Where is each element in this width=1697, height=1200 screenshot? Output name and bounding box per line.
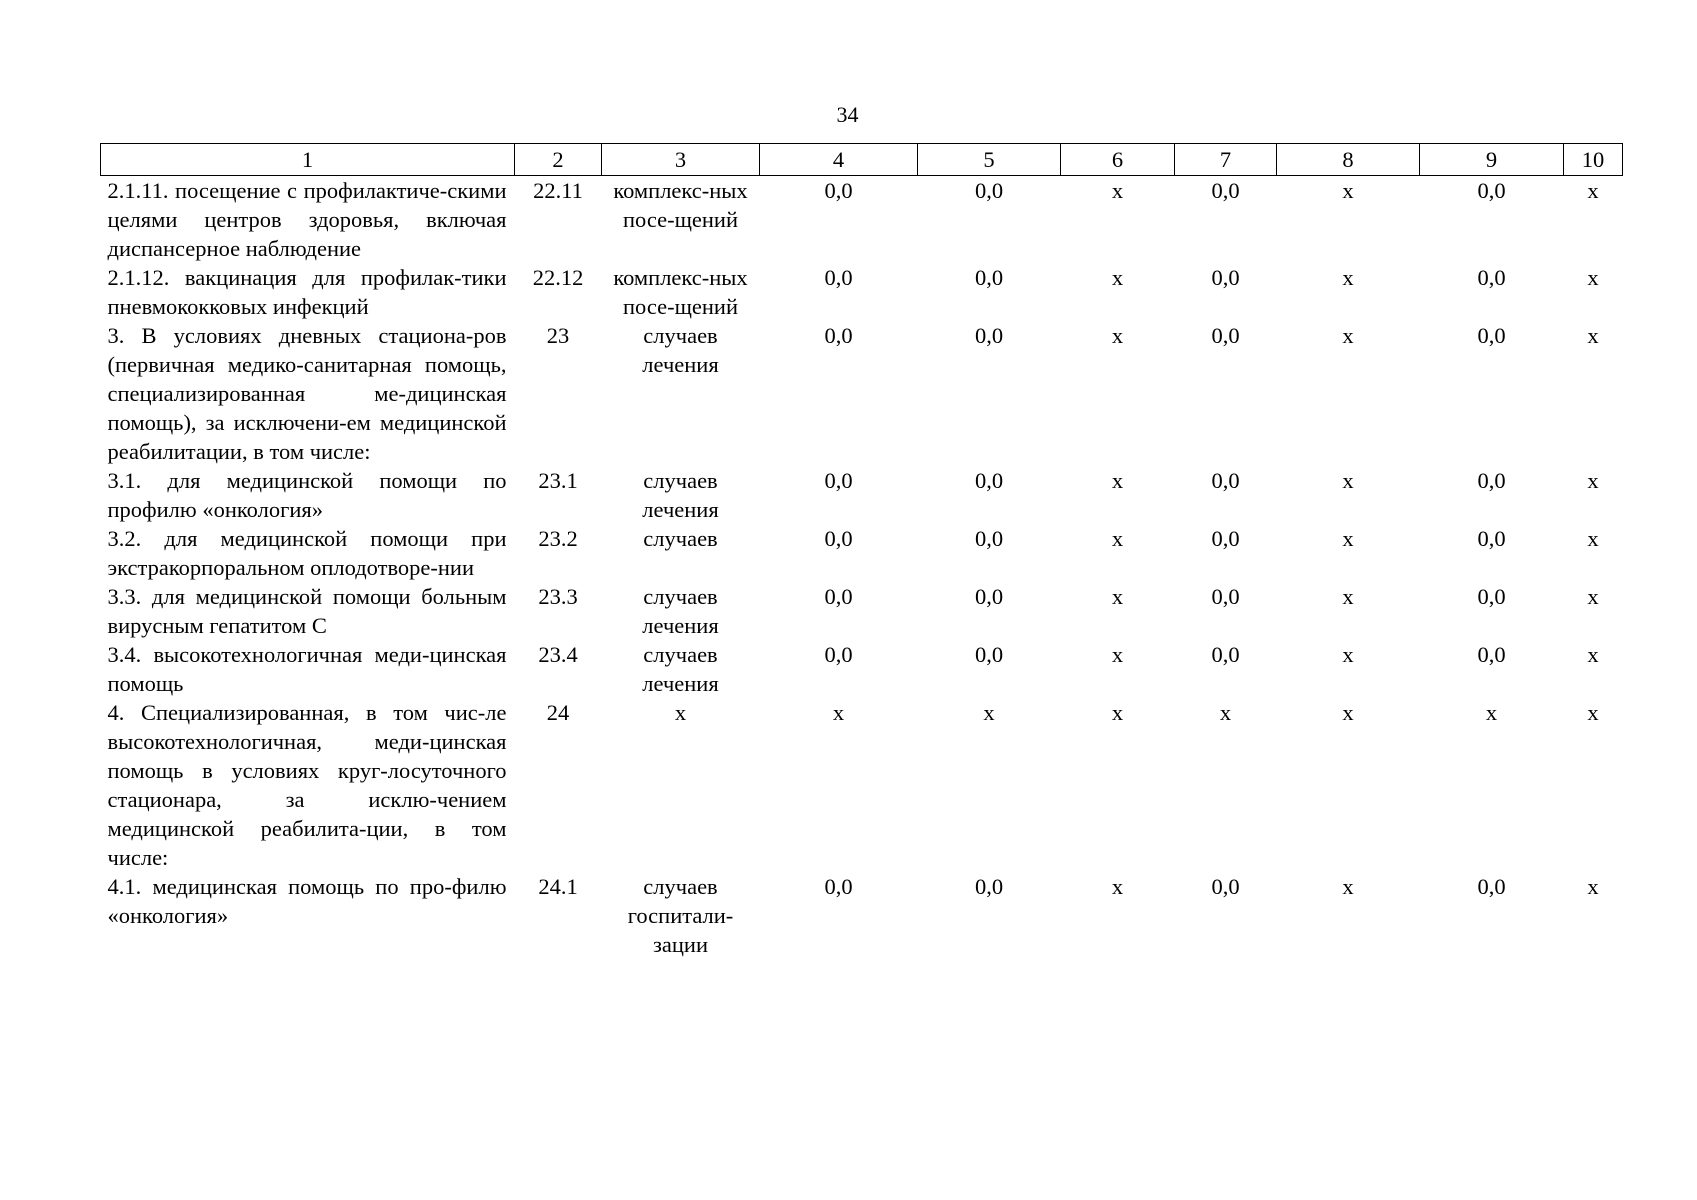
column-header-1: 1	[101, 144, 515, 176]
col5-cell: 0,0	[974, 526, 1004, 551]
row-unit-cell: случаев лечения	[642, 642, 719, 696]
row-unit-cell: случаев лечения	[642, 584, 719, 638]
row-unit-cell: случаев лечения	[642, 323, 719, 377]
row-code-cell: 24	[546, 700, 570, 725]
col4-cell: 0,0	[824, 323, 853, 348]
row-code-cell: 23.3	[538, 584, 578, 609]
column-header-5: 5	[918, 144, 1061, 176]
row-name-cell: 3.1. для медицинской помощи по профилю «онкология»	[107, 468, 507, 522]
col9-cell: 0,0	[1477, 178, 1506, 203]
row-code-cell: 23.4	[538, 642, 578, 667]
row-unit-cell: х	[674, 700, 687, 725]
col7-cell: 0,0	[1211, 584, 1240, 609]
col10-cell: х	[1587, 265, 1599, 290]
table-row	[101, 176, 1623, 264]
column-header-8: 8	[1277, 144, 1420, 176]
col6-cell: х	[1111, 265, 1124, 290]
column-header-6: 6	[1061, 144, 1175, 176]
col6-cell: х	[1111, 700, 1124, 725]
col8-cell: х	[1342, 700, 1354, 725]
row-code-cell: 23.1	[538, 468, 578, 493]
col7-cell: 0,0	[1211, 526, 1240, 551]
row-unit-cell: комплекс-ных посе-щений	[613, 265, 748, 319]
table-body	[101, 176, 1623, 960]
header-row	[101, 144, 1623, 176]
col6-cell: х	[1111, 526, 1124, 551]
col6-cell: х	[1111, 178, 1124, 203]
col8-cell: х	[1342, 265, 1354, 290]
col9-cell: 0,0	[1477, 265, 1506, 290]
row-name-cell: 4. Специализированная, в том чис-ле высокотехнологичная, меди-цинская помощь в условиях круг-лосуточного стационара, за исклю-чением медицинской реабилита-ции, в том числе:	[107, 700, 507, 870]
col10-cell: х	[1587, 874, 1599, 899]
col7-cell: х	[1219, 700, 1232, 725]
col5-cell: 0,0	[974, 323, 1004, 348]
column-header-2: 2	[515, 144, 602, 176]
table-row	[101, 263, 1623, 321]
row-name-cell: 3. В условиях дневных стациона-ров (первичная медико-санитарная помощь, специализированная ме-дицинская помощь), за исключени-ем медицинской реабилитации, в том числе:	[107, 323, 507, 464]
col4-cell: 0,0	[824, 526, 853, 551]
row-unit-cell: случаев лечения	[642, 468, 719, 522]
col10-cell: х	[1587, 526, 1599, 551]
col9-cell: 0,0	[1477, 584, 1506, 609]
table-row	[101, 466, 1623, 524]
col10-cell: х	[1587, 700, 1599, 725]
col7-cell: 0,0	[1211, 323, 1240, 348]
col7-cell: 0,0	[1211, 178, 1240, 203]
col7-cell: 0,0	[1211, 874, 1240, 899]
data-table	[100, 143, 1623, 959]
table-header	[101, 144, 1623, 176]
col6-cell: х	[1111, 468, 1124, 493]
col4-cell: 0,0	[824, 265, 853, 290]
col8-cell: х	[1342, 642, 1354, 667]
row-code-cell: 22.12	[532, 265, 584, 290]
table-row	[101, 872, 1623, 959]
table-row	[101, 582, 1623, 640]
column-header-3: 3	[602, 144, 760, 176]
col5-cell: 0,0	[974, 178, 1004, 203]
col6-cell: х	[1111, 874, 1124, 899]
table-row	[101, 524, 1623, 582]
col5-cell: 0,0	[974, 874, 1004, 899]
column-header-7: 7	[1175, 144, 1277, 176]
col6-cell: х	[1111, 584, 1124, 609]
col9-cell: х	[1485, 700, 1498, 725]
row-name-cell: 3.3. для медицинской помощи больным вирусным гепатитом С	[107, 584, 507, 638]
row-unit-cell: комплекс-ных посе-щений	[613, 178, 748, 232]
col9-cell: 0,0	[1477, 323, 1506, 348]
col8-cell: х	[1342, 874, 1354, 899]
table-row	[101, 321, 1623, 466]
col4-cell: 0,0	[824, 468, 853, 493]
col4-cell: х	[832, 700, 845, 725]
row-name-cell: 3.4. высокотехнологичная меди-цинская помощь	[107, 642, 507, 696]
row-code-cell: 22.11	[533, 178, 583, 203]
col10-cell: х	[1587, 323, 1599, 348]
col5-cell: 0,0	[974, 468, 1004, 493]
col6-cell: х	[1111, 323, 1124, 348]
row-code-cell: 24.1	[538, 874, 578, 899]
col8-cell: х	[1342, 323, 1354, 348]
column-header-10: 10	[1564, 144, 1623, 176]
page-number-text: 34	[836, 102, 859, 127]
row-name-cell: 2.1.11. посещение с профилактиче-скими целями центров здоровья, включая диспансерное наблюдение	[107, 178, 507, 261]
col10-cell: х	[1587, 178, 1599, 203]
column-header-4: 4	[760, 144, 918, 176]
row-code-cell: 23	[546, 323, 570, 348]
row-unit-cell: случаев госпитали-зации	[627, 874, 734, 957]
col5-cell: 0,0	[974, 265, 1004, 290]
col10-cell: х	[1587, 642, 1599, 667]
col8-cell: х	[1342, 584, 1354, 609]
col6-cell: х	[1111, 642, 1124, 667]
page-number	[0, 102, 1697, 128]
row-name-cell: 4.1. медицинская помощь по про-филю «онкология»	[107, 874, 507, 928]
col9-cell: 0,0	[1477, 526, 1506, 551]
col10-cell: х	[1587, 468, 1599, 493]
row-unit-cell: случаев	[643, 526, 718, 551]
col4-cell: 0,0	[824, 584, 853, 609]
col9-cell: 0,0	[1477, 874, 1506, 899]
col9-cell: 0,0	[1477, 468, 1506, 493]
row-code-cell: 23.2	[538, 526, 578, 551]
col10-cell: х	[1587, 584, 1599, 609]
col4-cell: 0,0	[824, 178, 853, 203]
row-name-cell: 3.2. для медицинской помощи при экстракорпоральном оплодотворе-нии	[107, 526, 507, 580]
col4-cell: 0,0	[824, 642, 853, 667]
col8-cell: х	[1342, 468, 1354, 493]
col5-cell: х	[983, 700, 995, 725]
col5-cell: 0,0	[974, 584, 1004, 609]
col8-cell: х	[1342, 526, 1354, 551]
col7-cell: 0,0	[1211, 468, 1240, 493]
col5-cell: 0,0	[974, 642, 1004, 667]
table-row	[101, 640, 1623, 698]
table-row	[101, 698, 1623, 872]
col8-cell: х	[1342, 178, 1354, 203]
row-name-cell: 2.1.12. вакцинация для профилак-тики пневмококковых инфекций	[107, 265, 507, 319]
column-header-9: 9	[1420, 144, 1564, 176]
col4-cell: 0,0	[824, 874, 853, 899]
col7-cell: 0,0	[1211, 642, 1240, 667]
col7-cell: 0,0	[1211, 265, 1240, 290]
col9-cell: 0,0	[1477, 642, 1506, 667]
